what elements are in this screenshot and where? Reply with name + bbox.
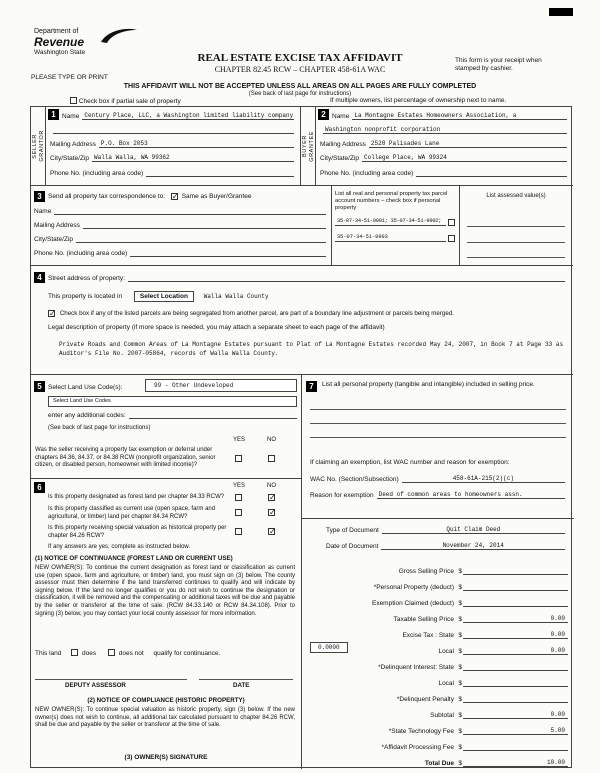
seller-name-label: Name <box>62 113 80 120</box>
fee-label: *Affidavit Processing Fee <box>381 744 454 751</box>
additional-codes-value[interactable] <box>129 411 297 419</box>
deputy-signature-line[interactable] <box>35 679 187 680</box>
section-7 <box>301 375 573 769</box>
section-6 <box>31 479 301 769</box>
owners-signature-label: (3) OWNER(S) SIGNATURE <box>124 754 208 761</box>
fee-table <box>306 559 568 767</box>
dollar-sign: $ <box>458 616 462 623</box>
personal-property-checkbox[interactable] <box>448 235 455 242</box>
seller-section <box>31 107 301 186</box>
section-4-number: 4 <box>34 272 45 283</box>
dollar-sign: $ <box>458 600 462 607</box>
street-address-value[interactable] <box>128 274 565 282</box>
date-line[interactable] <box>199 679 293 680</box>
seller-name-value[interactable]: Century Place, LLC, a Washington limited liability company <box>84 112 294 119</box>
see-back-note: (See back of last page for instructions) <box>248 91 352 97</box>
seller-mailing-value[interactable]: P.O. Box 2053 <box>99 140 294 148</box>
form-title: REAL ESTATE EXCISE TAX AFFIDAVIT <box>197 52 403 64</box>
partial-sale-checkbox[interactable] <box>70 97 77 104</box>
dollar-sign: $ <box>458 584 462 591</box>
current-use-question: Is this property classified as current use (open space, farm and agricultural, or timber) land per chapter 84.34 RCW? <box>48 506 216 520</box>
legal-description-value[interactable]: Private Roads and Common Areas of La Montagne Estates pursuant to Plat of La Montagne Estates recorded May 24, 2007, in Book 7 at Page 33 as Auditor's File No. 2007-05864, records of Walla Walla County. <box>59 341 564 357</box>
located-in-label: This property is located in <box>48 293 123 300</box>
yes-column-header: YES <box>233 437 246 443</box>
partial-sale-row <box>70 97 181 105</box>
section-3 <box>31 186 573 266</box>
corr-name-label: Name <box>34 208 52 215</box>
buyer-name-label: Name <box>332 113 350 120</box>
receipt-note: This form is your receipt when stamped by cashier. <box>455 57 542 72</box>
segregated-label: Check box if any of the listed parcels are being segregated from another parcel, are part of a boundary line adjustment or parcels being merged. <box>59 310 454 317</box>
document-date-value[interactable]: November 24, 2014 <box>381 542 565 550</box>
fee-label: Subtotal <box>430 712 454 719</box>
see-back-note-2: (See back of last page for instructions) <box>48 425 151 431</box>
personal-property-checkbox[interactable] <box>448 219 455 226</box>
dollar-sign: $ <box>458 760 462 767</box>
exemption-no-checkbox[interactable] <box>268 455 275 462</box>
personal-property-line[interactable] <box>310 437 566 438</box>
assessed-value-line[interactable] <box>467 226 565 227</box>
fee-label: *Personal Property (deduct) <box>373 584 454 591</box>
same-as-buyer-label: Same as Buyer/Grantee <box>181 193 252 200</box>
exemption-question: Was the seller receiving a property tax exemption or deferral under chapters 84.36, 84.37, or 84.38 RCW (nonprofit organization, senior citizen, or disabled person, homeowner with limited income)? <box>35 447 216 468</box>
fee-value[interactable]: 0.00 <box>463 615 568 623</box>
acceptance-warning: THIS AFFIDAVIT WILL NOT BE ACCEPTED UNLESS ALL AREAS ON ALL PAGES ARE FULLY COMPLETED <box>123 83 477 90</box>
fee-row-delinquent-penalty <box>306 687 568 703</box>
yes-column-header: YES <box>233 483 246 489</box>
multiple-owners-note: If multiple owners, list percentage of ownership next to name. <box>330 97 507 104</box>
land-use-label: Select Land Use Code(s): <box>48 384 123 391</box>
buyer-name-value-line2[interactable]: Washington nonprofit corporation <box>323 126 567 134</box>
dollar-sign: $ <box>458 648 462 655</box>
dept-line1: Department of <box>34 28 79 35</box>
located-in-row <box>48 291 269 302</box>
same-as-buyer-checkbox[interactable]: ✓ <box>171 192 179 201</box>
send-correspondence-label: Send all property tax correspondence to: <box>48 193 166 200</box>
fee-label: *Delinquent Penalty <box>396 696 454 703</box>
qualify-suffix: qualify for continuance. <box>153 650 221 657</box>
notice-continuance-body: NEW OWNER(S): To continue the current designation as forest land or classification as current use (open space, farm and agriculture, or timber) land, you must sign on (3) below. The county assessor must then determine if the land transferred continues to qualify and will indicate by signing below. If the land no longer qualifies or you do not wish to continue the designation or classification, it will be removed and the compensating or additional taxes will be due and payable by the seller or transferor at the time of sale. (RCW 84.33.140 or RCW 84.34.108). Prior to signing (3) below, you may contact your local county assessor for more information. <box>35 565 295 617</box>
assessed-value-line[interactable] <box>467 257 565 258</box>
no-column-header: NO <box>267 437 276 443</box>
fee-row-total-due <box>306 751 568 767</box>
exemption-yes-checkbox[interactable] <box>235 455 242 462</box>
fee-row-delinquent-interest-state <box>306 655 568 671</box>
assessed-value-header: List assessed value(s) <box>486 193 546 199</box>
deputy-assessor-label: DEPUTY ASSESSOR <box>65 682 126 689</box>
section-6-number: 6 <box>34 482 45 493</box>
buyer-section <box>301 107 573 186</box>
fee-row-delinquent-interest-local <box>306 671 568 687</box>
historic-no-checkbox[interactable]: ✓ <box>269 527 276 536</box>
seller-side-label <box>31 107 46 185</box>
historic-property-question: Is this property receiving special valuation as historical property per chapter 84.26 RCW? <box>48 525 227 539</box>
fee-row-excise-tax-local <box>306 639 568 655</box>
buyer-name-value[interactable]: La Montagne Estates Homeowners Association, a <box>352 112 567 120</box>
buyer-csz-label: City/State/Zip <box>320 155 360 162</box>
forest-yes-checkbox[interactable] <box>235 494 242 501</box>
seller-phone-label: Phone No. (including area code) <box>50 170 144 177</box>
does-not-label: does not <box>118 650 144 657</box>
notice-compliance-body: NEW OWNER(S): To continue special valuation as historic property, sign (3) below. If the new owner(s) does not wish to continue, all additional tax calculated pursuant to chapter 84.26 RCW, shall be due and payable by the seller or transferor at the time of sale. <box>35 707 295 729</box>
location-value[interactable]: Walla Walla County <box>203 293 269 300</box>
fee-value[interactable]: 0.00 <box>463 631 568 639</box>
form-body <box>30 106 572 768</box>
no-column-header: NO <box>267 483 276 489</box>
section-7-number: 7 <box>306 381 317 392</box>
corr-mailing-label: Mailing Address <box>34 222 80 229</box>
land-use-value-box[interactable]: 99 - Other Undeveloped <box>145 379 297 392</box>
seller-mailing-label: Mailing Address <box>50 141 96 148</box>
seller-phone-value[interactable] <box>146 169 294 177</box>
section-1-number: 1 <box>48 109 59 120</box>
additional-codes-label: enter any additional codes: <box>48 412 126 419</box>
exemption-reason-value[interactable]: Deed of common areas to homeowners assn. <box>377 491 565 499</box>
section-4 <box>31 266 573 375</box>
corr-csz-label: City/State/Zip <box>34 236 74 243</box>
corr-mailing-value[interactable] <box>83 221 326 229</box>
fee-label: Local <box>438 648 454 655</box>
dollar-sign: $ <box>458 680 462 687</box>
legal-description-label: Legal description of property (if more space is needed, you may attach a separate sheet to each page of the affidavit) <box>48 324 385 331</box>
fee-label: Exemption Claimed (deduct) <box>371 600 454 607</box>
forest-land-question: Is this property designated as forest land per chapter 84.33 RCW? <box>48 494 225 500</box>
historic-yes-checkbox[interactable] <box>235 528 242 535</box>
section-5-number: 5 <box>34 381 45 392</box>
buyer-side-word2: GRANTEE <box>308 130 315 162</box>
date-label: DATE <box>233 682 250 689</box>
seller-name-value-line2[interactable] <box>53 126 294 134</box>
divider <box>302 518 574 519</box>
scan-mark <box>549 8 573 16</box>
fee-value[interactable]: 0.00 <box>463 647 568 655</box>
land-use-dropdown[interactable]: Select Land Use Codes <box>48 396 297 407</box>
dept-line2: Revenue <box>34 35 85 49</box>
corr-phone-value[interactable] <box>130 249 326 257</box>
dollar-sign: $ <box>458 696 462 703</box>
personal-property-line[interactable] <box>310 409 566 410</box>
seller-side-word2: GRANTOR <box>38 130 45 162</box>
fee-label: Local <box>438 680 454 687</box>
if-yes-note: If any answers are yes, complete as instructed below. <box>48 544 191 550</box>
please-type-label: PLEASE TYPE OR PRINT <box>31 74 108 81</box>
buyer-phone-label: Phone No. (including area code) <box>320 170 414 177</box>
dollar-sign: $ <box>458 744 462 751</box>
fee-label: Excise Tax : State <box>402 632 454 639</box>
forest-no-checkbox[interactable]: ✓ <box>269 493 276 502</box>
segregated-row <box>48 310 454 317</box>
fee-label: Total Due <box>424 760 454 767</box>
wac-number-value[interactable]: 458-61A-215(2)(c) <box>402 475 565 483</box>
document-type-value[interactable]: Quit Claim Deed <box>382 526 565 534</box>
fee-label: *Delinquent Interest: State <box>378 664 454 671</box>
document-date-label: Date of Document <box>326 543 379 550</box>
fee-value[interactable]: 0.00 <box>463 711 568 719</box>
form-subtitle: CHAPTER 82.45 RCW – CHAPTER 458-61A WAC <box>214 65 386 74</box>
section-2-number: 2 <box>318 109 329 120</box>
seller-csz-value[interactable]: Walla Walla, WA 99362 <box>92 154 294 162</box>
current-use-yes-checkbox[interactable] <box>235 509 242 516</box>
fee-value[interactable]: 5.00 <box>463 727 568 735</box>
dor-swoosh-icon <box>100 27 138 44</box>
notice-compliance-title: (2) NOTICE OF COMPLIANCE (HISTORIC PROPERTY) <box>87 697 245 704</box>
dollar-sign: $ <box>458 568 462 575</box>
fee-row-taxable-selling-price <box>306 607 568 623</box>
fee-row-subtotal <box>306 703 568 719</box>
this-land-label: This land <box>35 650 62 657</box>
dollar-sign: $ <box>458 664 462 671</box>
exemption-note: If claiming an exemption, list WAC number and reason for exemption: <box>310 459 510 466</box>
correspondence-row <box>48 193 251 200</box>
local-rate-box[interactable]: 0.0000 <box>310 642 348 653</box>
fee-label: *State Technology Fee <box>388 728 454 735</box>
dollar-sign: $ <box>458 728 462 735</box>
location-select[interactable]: Select Location <box>134 291 194 302</box>
qualify-row <box>35 649 220 657</box>
fee-label: Gross Selling Price <box>398 568 454 575</box>
corr-csz-value[interactable] <box>76 235 326 243</box>
dept-line3: Washington State <box>34 49 86 56</box>
section-3-number: 3 <box>34 191 45 202</box>
parcel-number-value[interactable]: 35-07-34-51-9901; 35-07-34-51-9902; <box>335 218 446 226</box>
buyer-mailing-value[interactable]: 2528 Palisades Lane <box>369 140 567 148</box>
personal-property-line[interactable] <box>310 423 566 424</box>
street-address-label: Street address of property: <box>48 275 125 282</box>
corr-phone-label: Phone No. (including area code) <box>34 250 128 257</box>
fee-label: Taxable Selling Price <box>393 616 454 623</box>
does-label: does <box>82 650 97 657</box>
buyer-phone-value[interactable] <box>416 169 567 177</box>
section-5 <box>31 375 301 479</box>
segregated-checkbox[interactable]: ✓ <box>49 309 56 318</box>
current-use-no-checkbox[interactable]: ✓ <box>269 508 276 517</box>
fee-row-state-technology-fee <box>306 719 568 735</box>
buyer-side-label <box>301 107 316 185</box>
fee-row-affidavit-processing-fee <box>306 735 568 751</box>
buyer-mailing-label: Mailing Address <box>320 141 366 148</box>
fee-row-excise-tax-state <box>306 623 568 639</box>
seller-csz-label: City/State/Zip <box>50 155 90 162</box>
dollar-sign: $ <box>458 632 462 639</box>
wac-number-label: WAC No. (Section/Subsection) <box>310 476 399 483</box>
notice-continuance-title: (1) NOTICE OF CONTINUANCE (FOREST LAND OR CURRENT USE) <box>35 555 233 562</box>
partial-sale-label: Check box if partial sale of property <box>78 98 181 105</box>
fee-row-exemption-claimed <box>306 591 568 607</box>
divider <box>459 186 460 266</box>
assessed-value-line[interactable] <box>467 242 565 243</box>
does-not-checkbox[interactable] <box>108 649 115 656</box>
buyer-side-word1: BUYER <box>301 135 308 157</box>
exemption-reason-label: Reason for exemption <box>310 492 374 499</box>
document-type-label: Type of Document <box>326 527 379 534</box>
parcel-header: List all real and personal property tax parcel account numbers – check box if personal property <box>335 191 448 211</box>
corr-name-value[interactable] <box>54 207 326 215</box>
parcel-number-value[interactable]: 35-07-34-51-9903 <box>335 234 446 242</box>
personal-property-label: List all personal property (tangible and intangible) included in selling price. <box>322 381 535 388</box>
fee-row-personal-property <box>306 575 568 591</box>
fee-row-gross-selling-price <box>306 559 568 575</box>
does-checkbox[interactable] <box>71 649 78 656</box>
fee-value[interactable]: 10.00 <box>463 759 568 767</box>
buyer-csz-value[interactable]: College Place, WA 99324 <box>362 154 567 162</box>
dollar-sign: $ <box>458 712 462 719</box>
seller-side-word1: SELLER <box>31 133 38 159</box>
divider <box>331 186 332 266</box>
